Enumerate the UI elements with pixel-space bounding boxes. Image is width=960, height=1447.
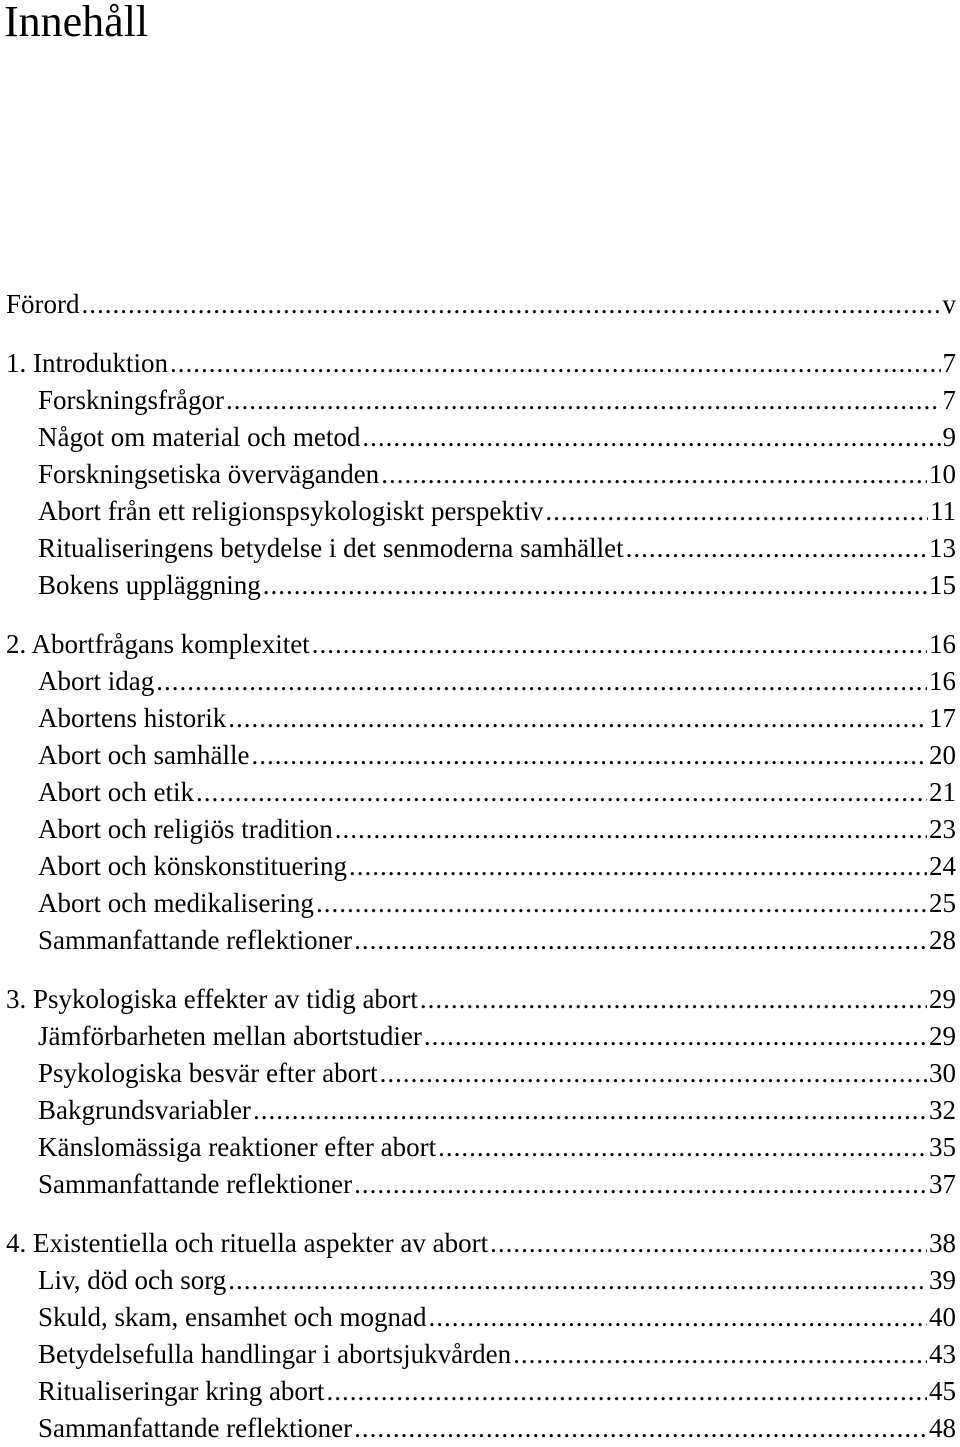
toc-entry-label: Något om material och metod: [38, 422, 361, 452]
toc-chapter-entry: [0, 286, 956, 323]
toc-dot-leader: [228, 700, 927, 737]
toc-entry-label: Abort från ett religionspsykologiskt perspektiv: [38, 496, 544, 526]
toc-page-number: 28: [929, 925, 956, 955]
toc-entry-label: Abort och samhälle: [38, 740, 250, 770]
toc-chapter-entry: [0, 981, 956, 1018]
toc-section-entry: [0, 1166, 956, 1203]
toc-page-number: 35: [929, 1132, 956, 1162]
toc-page-number: 23: [929, 814, 956, 844]
toc-section-entry: [0, 567, 956, 604]
toc-section-entry: [0, 663, 956, 700]
toc-entry-label: 1. Introduktion: [6, 348, 168, 378]
toc-dot-leader: [82, 286, 941, 323]
toc-dot-leader: [326, 1373, 927, 1410]
toc-section-entry: [0, 1262, 956, 1299]
toc-page-number: 40: [929, 1302, 956, 1332]
toc-section-entry: [0, 382, 956, 419]
toc-section-entry: [0, 1336, 956, 1373]
toc-dot-leader: [424, 1018, 927, 1055]
toc-section-entry: [0, 1299, 956, 1336]
toc-entry-label: 4. Existentiella och rituella aspekter av abort: [6, 1228, 489, 1258]
toc-dot-leader: [156, 663, 927, 700]
toc-entry-label: Psykologiska besvär efter abort: [38, 1058, 378, 1088]
toc-dot-leader: [170, 345, 941, 382]
toc-entry-label: Ritualiseringens betydelse i det senmoderna samhället: [38, 533, 624, 563]
toc-dot-leader: [380, 1055, 927, 1092]
toc-page-number: 9: [942, 422, 956, 452]
toc-dot-leader: [196, 774, 927, 811]
toc-entry-label: 2. Abortfrågans komplexitet: [6, 629, 310, 659]
toc-page-number: v: [942, 289, 956, 319]
toc-page-number: 11: [930, 496, 956, 526]
toc-entry-label: Jämförbarheten mellan abortstudier: [38, 1021, 422, 1051]
toc-dot-leader: [349, 848, 927, 885]
toc-section-entry: [0, 1018, 956, 1055]
table-of-contents: [0, 286, 956, 1447]
toc-section-entry: [0, 848, 956, 885]
toc-page-number: 30: [929, 1058, 956, 1088]
toc-page-number: 43: [929, 1339, 956, 1369]
toc-section-entry: [0, 493, 956, 530]
toc-entry-label: Betydelsefulla handlingar i abortsjukvården: [38, 1339, 512, 1369]
toc-page-number: 32: [929, 1095, 956, 1125]
toc-page-number: 15: [929, 570, 956, 600]
toc-dot-leader: [545, 493, 928, 530]
toc-chapter-entry: [0, 626, 956, 663]
toc-dot-leader: [253, 1092, 927, 1129]
toc-entry-label: Skuld, skam, ensamhet och mognad: [38, 1302, 427, 1332]
toc-section-entry: [0, 737, 956, 774]
toc-dot-leader: [420, 981, 927, 1018]
toc-section-entry: [0, 811, 956, 848]
toc-page-number: 17: [929, 703, 956, 733]
toc-section-entry: [0, 1055, 956, 1092]
toc-entry-label: Abort och könskonstituering: [38, 851, 347, 881]
toc-dot-leader: [438, 1129, 927, 1166]
toc-page-number: 10: [929, 459, 956, 489]
toc-page-number: 45: [929, 1376, 956, 1406]
toc-page-number: 7: [942, 348, 956, 378]
toc-page-number: 16: [929, 629, 956, 659]
toc-dot-leader: [354, 1166, 927, 1203]
toc-entry-label: Liv, död och sorg: [38, 1265, 227, 1295]
toc-section-entry: [0, 530, 956, 567]
toc-entry-label: Känslomässiga reaktioner efter abort: [38, 1132, 437, 1162]
toc-section-entry: [0, 774, 956, 811]
toc-entry-label: Sammanfattande reflektioner: [38, 1169, 353, 1199]
toc-page-number: 13: [929, 533, 956, 563]
toc-dot-leader: [626, 530, 927, 567]
toc-dot-leader: [335, 811, 927, 848]
toc-entry-label: Abort och medikalisering: [38, 888, 314, 918]
toc-dot-leader: [228, 1262, 927, 1299]
toc-page-number: 7: [942, 385, 956, 415]
toc-section-entry: [0, 1129, 956, 1166]
toc-page-number: 24: [929, 851, 956, 881]
toc-page-number: 29: [929, 984, 956, 1014]
toc-page-number: 48: [929, 1413, 956, 1443]
toc-entry-label: Abort idag: [38, 666, 155, 696]
toc-entry-label: Bakgrundsvariabler: [38, 1095, 251, 1125]
toc-section-entry: [0, 419, 956, 456]
toc-page-number: 37: [929, 1169, 956, 1199]
toc-entry-label: Sammanfattande reflektioner: [38, 1413, 353, 1443]
toc-entry-label: Förord: [6, 289, 80, 319]
toc-entry-label: Ritualiseringar kring abort: [38, 1376, 325, 1406]
toc-dot-leader: [251, 737, 927, 774]
toc-dot-leader: [312, 626, 927, 663]
toc-page-number: 38: [929, 1228, 956, 1258]
toc-entry-label: Forskningsfrågor: [38, 385, 224, 415]
toc-page-number: 21: [929, 777, 956, 807]
toc-section-entry: [0, 700, 956, 737]
toc-entry-label: Abort och etik: [38, 777, 194, 807]
toc-dot-leader: [354, 922, 927, 959]
toc-chapter-entry: [0, 345, 956, 382]
toc-section-entry: [0, 1373, 956, 1410]
toc-dot-leader: [428, 1299, 927, 1336]
toc-entry-label: Abortens historik: [38, 703, 227, 733]
toc-page-number: 39: [929, 1265, 956, 1295]
page-title: Innehåll: [4, 0, 149, 46]
toc-page-number: 25: [929, 888, 956, 918]
toc-entry-label: Abort och religiös tradition: [38, 814, 333, 844]
toc-dot-leader: [513, 1336, 927, 1373]
toc-dot-leader: [381, 456, 927, 493]
toc-dot-leader: [263, 567, 927, 604]
toc-dot-leader: [362, 419, 940, 456]
toc-section-entry: [0, 456, 956, 493]
toc-entry-label: Bokens uppläggning: [38, 570, 261, 600]
toc-dot-leader: [490, 1225, 927, 1262]
toc-section-entry: [0, 885, 956, 922]
toc-section-entry: [0, 1092, 956, 1129]
toc-chapter-entry: [0, 1225, 956, 1262]
toc-dot-leader: [226, 382, 941, 419]
toc-page-number: 29: [929, 1021, 956, 1051]
toc-page-number: 20: [929, 740, 956, 770]
toc-entry-label: Forskningsetiska överväganden: [38, 459, 380, 489]
toc-page-number: 16: [929, 666, 956, 696]
toc-dot-leader: [316, 885, 927, 922]
toc-entry-label: Sammanfattande reflektioner: [38, 925, 353, 955]
toc-entry-label: 3. Psykologiska effekter av tidig abort: [6, 984, 418, 1014]
toc-section-entry: [0, 922, 956, 959]
